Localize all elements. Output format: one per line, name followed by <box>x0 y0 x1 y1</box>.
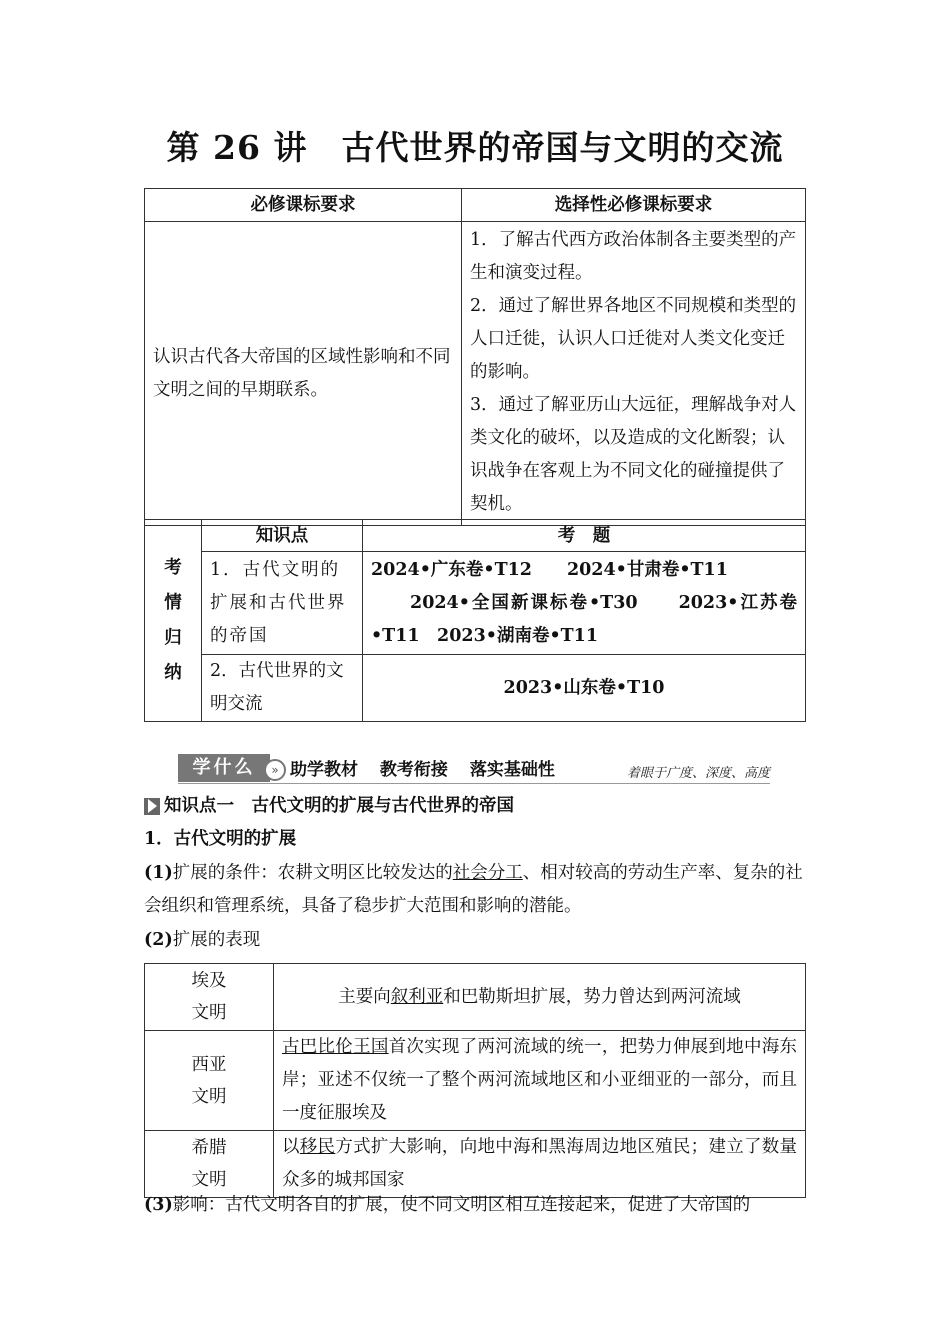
subheading-text: 1．古代文明的扩展 <box>144 829 297 849</box>
desc-underlined: 古巴比伦王国 <box>282 1037 389 1057</box>
civ-name-line: 希腊 <box>191 1138 227 1158</box>
optional-list <box>462 222 806 526</box>
page-title: 第 26 讲 古代世界的帝国与文明的交流 <box>166 128 784 167</box>
question-header: 考 题 <box>363 520 806 552</box>
desc-text: 以 <box>282 1137 300 1157</box>
cond-label: (1) <box>144 863 173 883</box>
condition-paragraph <box>144 857 806 923</box>
point-header: 知识点 <box>202 520 363 552</box>
side-char: 归 <box>164 627 182 648</box>
civ-name-line: 埃及 <box>191 971 227 991</box>
side-char: 纳 <box>164 662 182 683</box>
cond-underlined: 社会分工 <box>452 863 523 883</box>
civ-name-line: 文明 <box>191 1003 227 1023</box>
desc-text-rest: 首次实现了两河流域的统一，把势力伸展到地中海东岸；亚述不仅统一了整个两河流域地区和小亚细亚的一部分，而且一度征服埃及 <box>282 1037 798 1123</box>
perf-text: 扩展的表现 <box>172 930 261 950</box>
banner-tag: 学什么 <box>178 754 270 782</box>
subheading <box>144 823 806 856</box>
civ-name-line: 文明 <box>191 1086 227 1107</box>
civ-name <box>145 964 274 1031</box>
question-line: 2024•全国新课标卷•T30 2023•江苏卷•T11 2023•湖南卷•T11 <box>371 592 797 646</box>
optional-item: 3．通过了解亚历山大远征，理解战争对人类文化的破坏，以及造成的文化断裂；认识战争在客观上为不同文化的碰撞提供了契机。 <box>470 395 797 514</box>
question-line: 2024•广东卷•T12 2024•甘肃卷•T11 <box>371 559 728 580</box>
requirements-table <box>144 188 806 526</box>
desc-text: 主要向 <box>338 986 391 1007</box>
civ-name <box>145 1131 274 1198</box>
civ-desc <box>274 964 806 1031</box>
optional-header: 选择性必修课标要求 <box>462 189 806 222</box>
optional-item: 2．通过了解世界各地区不同规模和类型的人口迁徙，认识人口迁徙对人类文化变迁的影响。 <box>470 296 797 382</box>
question-cell <box>363 552 806 655</box>
civ-name-line: 文明 <box>191 1170 227 1190</box>
exam-side-label <box>145 520 202 722</box>
section-heading <box>144 790 806 823</box>
banner-divider <box>178 783 770 784</box>
civ-name-line: 西亚 <box>191 1054 227 1075</box>
desc-text-rest: 和巴勒斯坦扩展，势力曾达到两河流域 <box>443 986 741 1007</box>
section-heading-text: 知识点一 古代文明的扩展与古代世界的帝国 <box>164 796 514 816</box>
expansion-table <box>144 963 806 1198</box>
performance-heading <box>144 924 806 957</box>
banner-motto: 着眼于广度、深度、高度 <box>626 766 770 781</box>
banner-items <box>290 755 571 780</box>
required-text: 认识古代各大帝国的区域性影响和不同文明之间的早期联系。 <box>145 222 462 526</box>
perf-label: (2) <box>144 930 173 950</box>
play-triangle-icon <box>144 798 160 815</box>
double-chevron-icon: » <box>264 759 286 781</box>
cond-text: 扩展的条件：农耕文明区比较发达的 <box>172 863 453 883</box>
desc-underlined: 叙利亚 <box>390 986 444 1007</box>
desc-text-rest: 方式扩大影响，向地中海和黑海周边地区殖民；建立了数量众多的城邦国家 <box>282 1137 798 1190</box>
side-char: 考 <box>164 557 182 578</box>
side-char: 情 <box>164 592 182 613</box>
point-cell: 2．古代世界的文明交流 <box>202 655 363 722</box>
impact-paragraph <box>144 1189 806 1222</box>
point-cell: 1．古代文明的扩展和古代世界的帝国 <box>202 552 363 655</box>
desc-underlined: 移民 <box>299 1137 336 1157</box>
required-header: 必修课标要求 <box>145 189 462 222</box>
cond-text-rest: 、相对较高的劳动生产率、复杂的社会组织和管理系统，具备了稳步扩大范围和影响的潜能。 <box>144 863 803 916</box>
section-banner <box>178 752 770 784</box>
impact-label: (3) <box>144 1195 173 1215</box>
banner-item: 落实基础性 <box>469 760 555 780</box>
impact-text: 影响：古代文明各自的扩展，使不同文明区相互连接起来，促进了大帝国的 <box>172 1195 751 1215</box>
question-cell: 2023•山东卷•T10 <box>363 655 806 722</box>
civ-name <box>145 1031 274 1131</box>
banner-item: 助学教材 <box>290 760 358 780</box>
civ-desc <box>274 1131 806 1198</box>
exam-table <box>144 519 806 722</box>
optional-item: 1．了解古代西方政治体制各主要类型的产生和演变过程。 <box>470 230 797 283</box>
civ-desc <box>274 1031 806 1131</box>
banner-item: 教考衔接 <box>379 760 448 780</box>
